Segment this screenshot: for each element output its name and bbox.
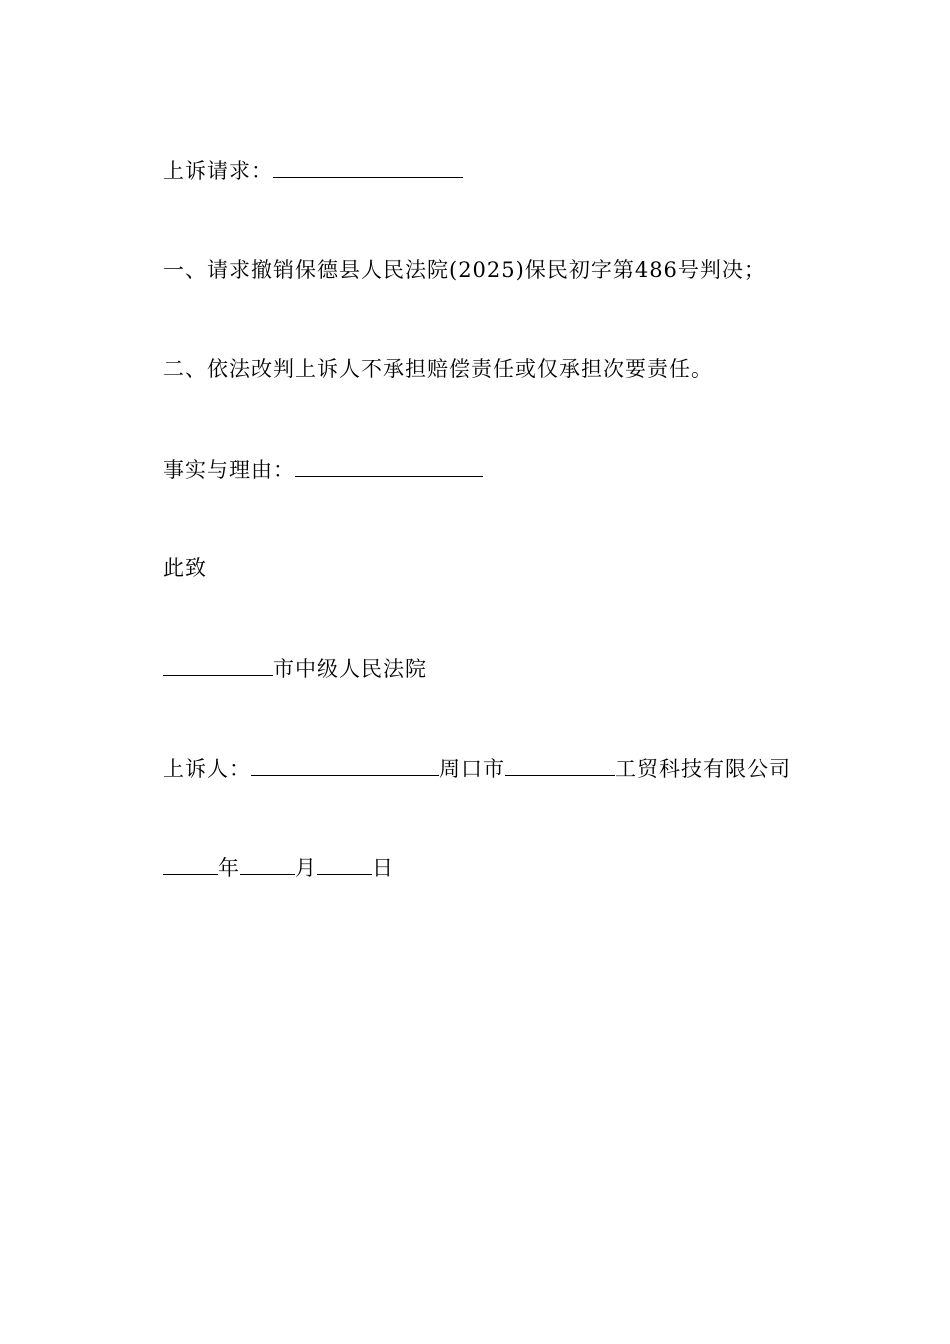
date-day-label: 日 bbox=[372, 856, 394, 880]
date-year-label: 年 bbox=[218, 856, 240, 880]
date-month-label: 月 bbox=[295, 856, 317, 880]
facts-label: 事实与理由： bbox=[163, 458, 295, 482]
appeal-request-blank[interactable] bbox=[273, 155, 463, 178]
appellant-line bbox=[163, 753, 791, 784]
date-line bbox=[163, 852, 394, 883]
month-blank[interactable] bbox=[240, 852, 295, 875]
facts-blank[interactable] bbox=[295, 454, 483, 477]
court-city-blank[interactable] bbox=[163, 653, 273, 676]
appellant-label: 上诉人： bbox=[163, 757, 251, 781]
court-suffix: 市中级人民法院 bbox=[273, 657, 427, 681]
court-line bbox=[163, 653, 427, 684]
request-item-two: 二、依法改判上诉人不承担赔偿责任或仅承担次要责任。 bbox=[163, 357, 713, 381]
facts-line bbox=[163, 454, 483, 485]
appellant-city: 周口市 bbox=[439, 757, 505, 781]
request-item-one: 一、请求撤销保德县人民法院(2025)保民初字第486号判决； bbox=[163, 258, 766, 282]
year-blank[interactable] bbox=[163, 852, 218, 875]
appeal-request-label: 上诉请求： bbox=[163, 159, 273, 183]
appellant-name-blank[interactable] bbox=[251, 753, 439, 776]
salutation: 此致 bbox=[163, 556, 207, 580]
appellant-company-blank[interactable] bbox=[505, 753, 615, 776]
appeal-request-line bbox=[163, 155, 463, 186]
appellant-company-suffix: 工贸科技有限公司 bbox=[615, 757, 791, 781]
day-blank[interactable] bbox=[317, 852, 372, 875]
